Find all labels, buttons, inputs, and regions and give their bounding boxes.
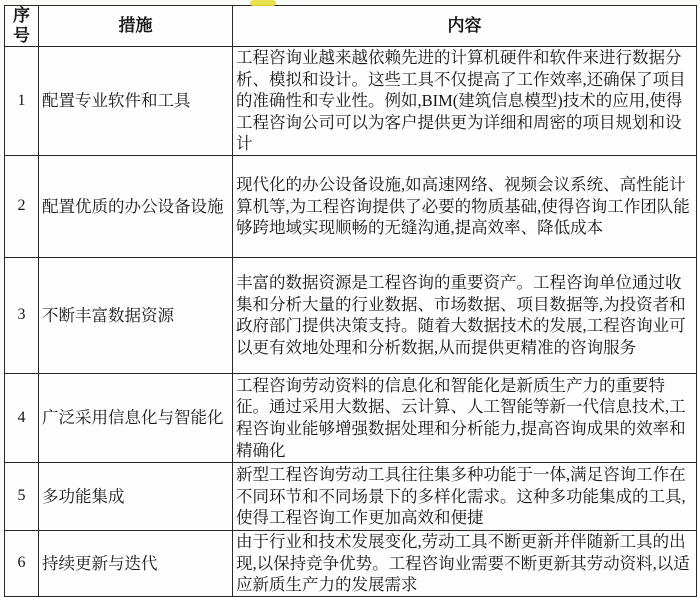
header-row <box>5 6 697 47</box>
content-cell: 工程咨询劳动资料的信息化和智能化是新质生产力的重要特征。通过采用大数据、云计算、人工智能等新一代信息技术,工程咨询业能够增强数据处理和分析能力,提高咨询成果的效率和精确化 <box>233 373 697 462</box>
measure-cell: 配置专业软件和工具 <box>39 47 233 156</box>
table-row <box>5 155 697 257</box>
measure-cell: 不断丰富数据资源 <box>39 257 233 373</box>
content-cell: 工程咨询业越来越依赖先进的计算机硬件和软件来进行数据分析、模拟和设计。这些工具不仅提高了工作效率,还确保了项目的准确性和专业性。例如,BIM(建筑信息模型)技术的应用,使得工程咨询公司可以为客户提供更为详细和周密的项目规划和设计 <box>233 47 697 156</box>
table-row <box>5 530 697 596</box>
row-number: 5 <box>5 462 39 530</box>
col-header-content: 内容 <box>233 6 697 47</box>
content-cell: 新型工程咨询劳动工具往往集多种功能于一体,满足咨询工作在不同环节和不同场景下的多样化需求。这种多功能集成的工具,使得工程咨询工作更加高效和便捷 <box>233 462 697 530</box>
table-row <box>5 257 697 373</box>
table-row <box>5 373 697 462</box>
measure-cell: 配置优质的办公设备设施 <box>39 155 233 257</box>
row-number: 2 <box>5 155 39 257</box>
row-number: 6 <box>5 530 39 596</box>
content-cell: 由于行业和技术发展变化,劳动工具不断更新并伴随新工具的出现,以保持竞争优势。工程咨询业需要不断更新其劳动资料,以适应新质生产力的发展需求 <box>233 530 697 596</box>
row-number: 1 <box>5 47 39 156</box>
yellow-highlight-mark <box>250 0 276 6</box>
row-number: 3 <box>5 257 39 373</box>
col-header-measure: 措施 <box>39 6 233 47</box>
content-cell: 现代化的办公设备设施,如高速网络、视频会议系统、高性能计算机等,为工程咨询提供了必要的物质基础,使得咨询工作团队能够跨地域实现顺畅的无缝沟通,提高效率、降低成本 <box>233 155 697 257</box>
row-number: 4 <box>5 373 39 462</box>
measure-cell: 广泛采用信息化与智能化 <box>39 373 233 462</box>
measures-table <box>4 5 697 597</box>
content-cell: 丰富的数据资源是工程咨询的重要资产。工程咨询单位通过收集和分析大量的行业数据、市场数据、项目数据等,为投资者和政府部门提供决策支持。随着大数据技术的发展,工程咨询业可以更有效地处理和分析数据,从而提供更精准的咨询服务 <box>233 257 697 373</box>
measure-cell: 多功能集成 <box>39 462 233 530</box>
measure-cell: 持续更新与迭代 <box>39 530 233 596</box>
table-row <box>5 462 697 530</box>
col-header-index: 序号 <box>5 6 39 47</box>
table-row <box>5 47 697 156</box>
